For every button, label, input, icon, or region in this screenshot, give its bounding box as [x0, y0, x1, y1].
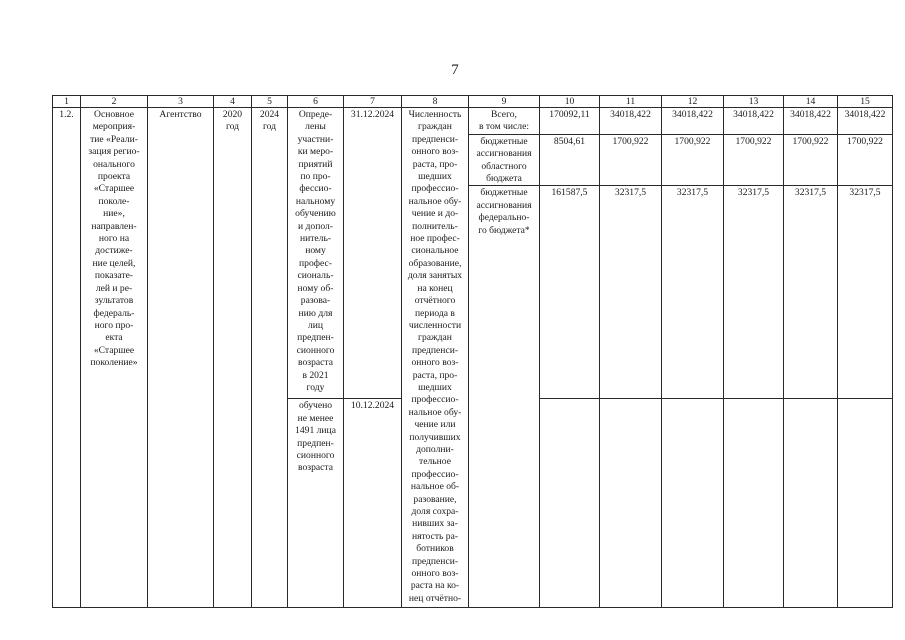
page-number: 7 — [451, 62, 459, 78]
empty-cell — [784, 399, 838, 608]
funding-value: 8504,61 — [540, 134, 600, 186]
result-text: обучено не менее 1491 лица предпен- сионного возраста — [288, 399, 344, 608]
funding-value: 34018,422 — [784, 108, 838, 135]
funding-value: 1700,922 — [724, 134, 784, 186]
header-row — [53, 96, 893, 108]
empty-cell — [540, 399, 600, 608]
header-cell: 14 — [784, 96, 838, 108]
funding-value: 1700,922 — [600, 134, 662, 186]
funding-value: 1700,922 — [784, 134, 838, 186]
empty-cell — [838, 399, 893, 608]
header-cell: 10 — [540, 96, 600, 108]
header-cell: 4 — [214, 96, 252, 108]
funding-value: 32317,5 — [600, 186, 662, 399]
funding-value: 32317,5 — [724, 186, 784, 399]
result-date: 10.12.2024 — [344, 399, 402, 608]
empty-cell — [600, 399, 662, 608]
executor: Агентство — [148, 108, 214, 608]
header-cell: 13 — [724, 96, 784, 108]
funding-value: 34018,422 — [838, 108, 893, 135]
funding-value: 170092,11 — [540, 108, 600, 135]
row-number: 1.2. — [53, 108, 81, 608]
header-cell: 12 — [662, 96, 724, 108]
funding-value: 32317,5 — [838, 186, 893, 399]
funding-value: 32317,5 — [784, 186, 838, 399]
result-date: 31.12.2024 — [344, 108, 402, 399]
funding-value: 1700,922 — [662, 134, 724, 186]
funding-value: 32317,5 — [662, 186, 724, 399]
header-cell: 1 — [53, 96, 81, 108]
header-cell: 8 — [402, 96, 469, 108]
header-cell: 6 — [288, 96, 344, 108]
funding-source-label: бюджетные ассигнования областного бюджета — [469, 134, 540, 186]
funding-source-label: бюджетные ассигнования федерально- го бюджета* — [469, 186, 540, 608]
start-year: 2020 год — [214, 108, 252, 608]
activities-table — [52, 95, 893, 608]
indicator-text: Численность граждан предпенси- онного воз- раста, про- шедших профессио- нальное обу- чение и до- полнитель- ное профес- сиональное образование, доля занятых на конец отчётного периода в численности граждан предпенси- онного воз- раста, про- шедших профессио- нальное обу- чение или получивших дополни- тельное профессио- нальное об- разование, доля сохра- нивших за- нятость ра- ботников предпенси- онного воз- раста на ко- нец отчётно- — [402, 108, 469, 608]
header-cell: 3 — [148, 96, 214, 108]
funding-value: 34018,422 — [600, 108, 662, 135]
event-name: Основное мероприя- тие «Реали- зация регио- онального проекта «Старшее поколе- ние», направлен- ного на достиже- ние целей, показате- лей и ре- зультатов федераль- ного про- екта «Старшее поколение» — [81, 108, 148, 608]
funding-value: 34018,422 — [724, 108, 784, 135]
header-cell: 9 — [469, 96, 540, 108]
table-row — [53, 108, 893, 135]
empty-cell — [662, 399, 724, 608]
funding-value: 1700,922 — [838, 134, 893, 186]
funding-value: 34018,422 — [662, 108, 724, 135]
header-cell: 2 — [81, 96, 148, 108]
header-cell: 11 — [600, 96, 662, 108]
end-year: 2024 год — [252, 108, 288, 608]
funding-source-label: Всего, в том числе: — [469, 108, 540, 135]
empty-cell — [724, 399, 784, 608]
header-cell: 5 — [252, 96, 288, 108]
funding-value: 161587,5 — [540, 186, 600, 399]
header-cell: 7 — [344, 96, 402, 108]
result-text: Опреде- лены участни- ки меро- приятий по про- фессио- нальному обучению и допол- нитель- ному профес- сиональ- ному об- разова- нию для лиц предпен- сионного возраста в 2021 году — [288, 108, 344, 399]
header-cell: 15 — [838, 96, 893, 108]
